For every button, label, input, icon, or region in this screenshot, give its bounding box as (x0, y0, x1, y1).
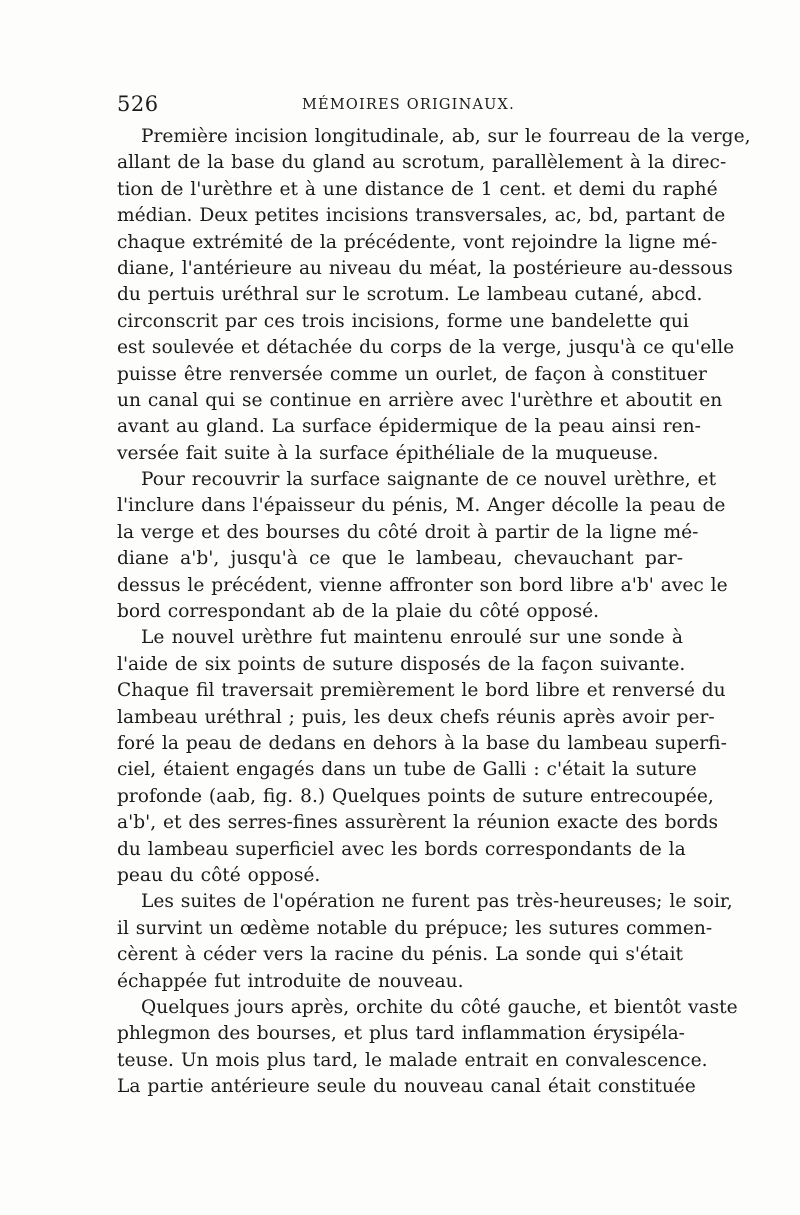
page-header (117, 92, 683, 120)
text-line: Quelques jours après, orchite du côté gauche, et bientôt vaste (141, 996, 738, 1018)
text-line: est soulevée et détachée du corps de la verge, jusqu'à ce qu'elle (117, 337, 735, 359)
text-line: Chaque fil traversait premièrement le bord libre et renversé du (117, 680, 726, 702)
text-line: peau du côté opposé. (117, 864, 321, 886)
text-line: avant au gland. La surface épidermique de la peau ainsi ren- (117, 416, 701, 438)
text-line: un canal qui se continue en arrière avec l'urèthre et aboutit en (117, 389, 723, 411)
text-line: diane, l'antérieure au niveau du méat, la postérieure au-dessous (117, 257, 733, 279)
text-line: ciel, étaient engagés dans un tube de Galli : c'était la suture (117, 759, 697, 781)
body-text (117, 124, 751, 1100)
text-line: chaque extrémité de la précédente, vont rejoindre la ligne mé- (117, 231, 718, 253)
text-line: bord correspondant ab de la plaie du côté opposé. (117, 601, 600, 623)
text-line: circonscrit par ces trois incisions, forme une bandelette qui (117, 310, 689, 332)
text-line: Pour recouvrir la surface saignante de ce nouvel urèthre, et (141, 469, 717, 491)
page-number: 526 (117, 92, 159, 116)
text-line: foré la peau de dedans en dehors à la base du lambeau superfi- (117, 732, 727, 754)
text-line: teuse. Un mois plus tard, le malade entrait en convalescence. (117, 1049, 708, 1071)
text-line: diane a'b', jusqu'à ce que le lambeau, chevauchant par- (117, 548, 683, 570)
text-line: tion de l'urèthre et à une distance de 1 cent. et demi du raphé (117, 178, 718, 200)
running-head: MÉMOIRES ORIGINAUX. (302, 97, 515, 113)
text-line: l'aide de six points de suture disposés de la façon suivante. (117, 653, 686, 675)
text-line: il survint un œdème notable du prépuce; les sutures commen- (117, 917, 713, 939)
text-line: lambeau uréthral ; puis, les deux chefs réunis après avoir per- (117, 706, 715, 728)
text-line: versée fait suite à la surface épithéliale de la muqueuse. (117, 442, 659, 464)
text-line: échappée fut introduite de nouveau. (117, 970, 464, 992)
text-line: du lambeau superficiel avec les bords correspondants de la (117, 838, 686, 860)
text-line: phlegmon des bourses, et plus tard inflammation érysipéla- (117, 1023, 685, 1045)
text-line: Le nouvel urèthre fut maintenu enroulé sur une sonde à (141, 627, 683, 649)
text-line: a'b', et des serres-fines assurèrent la réunion exacte des bords (117, 812, 719, 834)
text-line: du pertuis uréthral sur le scrotum. Le lambeau cutané, abcd. (117, 284, 703, 306)
text-line: profonde (aab, fig. 8.) Quelques points de suture entrecoupée, (117, 785, 714, 807)
text-line: l'inclure dans l'épaisseur du pénis, M. Anger décolle la peau de (117, 495, 726, 517)
text-line: Les suites de l'opération ne furent pas très-heureuses; le soir, (141, 891, 733, 913)
text-line: puisse être renversée comme un ourlet, de façon à constituer (117, 363, 707, 385)
text-line: allant de la base du gland au scrotum, parallèlement à la direc- (117, 152, 727, 174)
text-line: cèrent à céder vers la racine du pénis. La sonde qui s'était (117, 944, 683, 966)
text-line: dessus le précédent, vienne affronter son bord libre a'b' avec le (117, 574, 728, 596)
text-line: La partie antérieure seule du nouveau canal était constituée (117, 1076, 696, 1098)
text-line: Première incision longitudinale, ab, sur le fourreau de la verge, (141, 126, 751, 147)
text-line: médian. Deux petites incisions transversales, ac, bd, partant de (117, 205, 726, 227)
text-line: la verge et des bourses du côté droit à partir de la ligne mé- (117, 521, 699, 543)
